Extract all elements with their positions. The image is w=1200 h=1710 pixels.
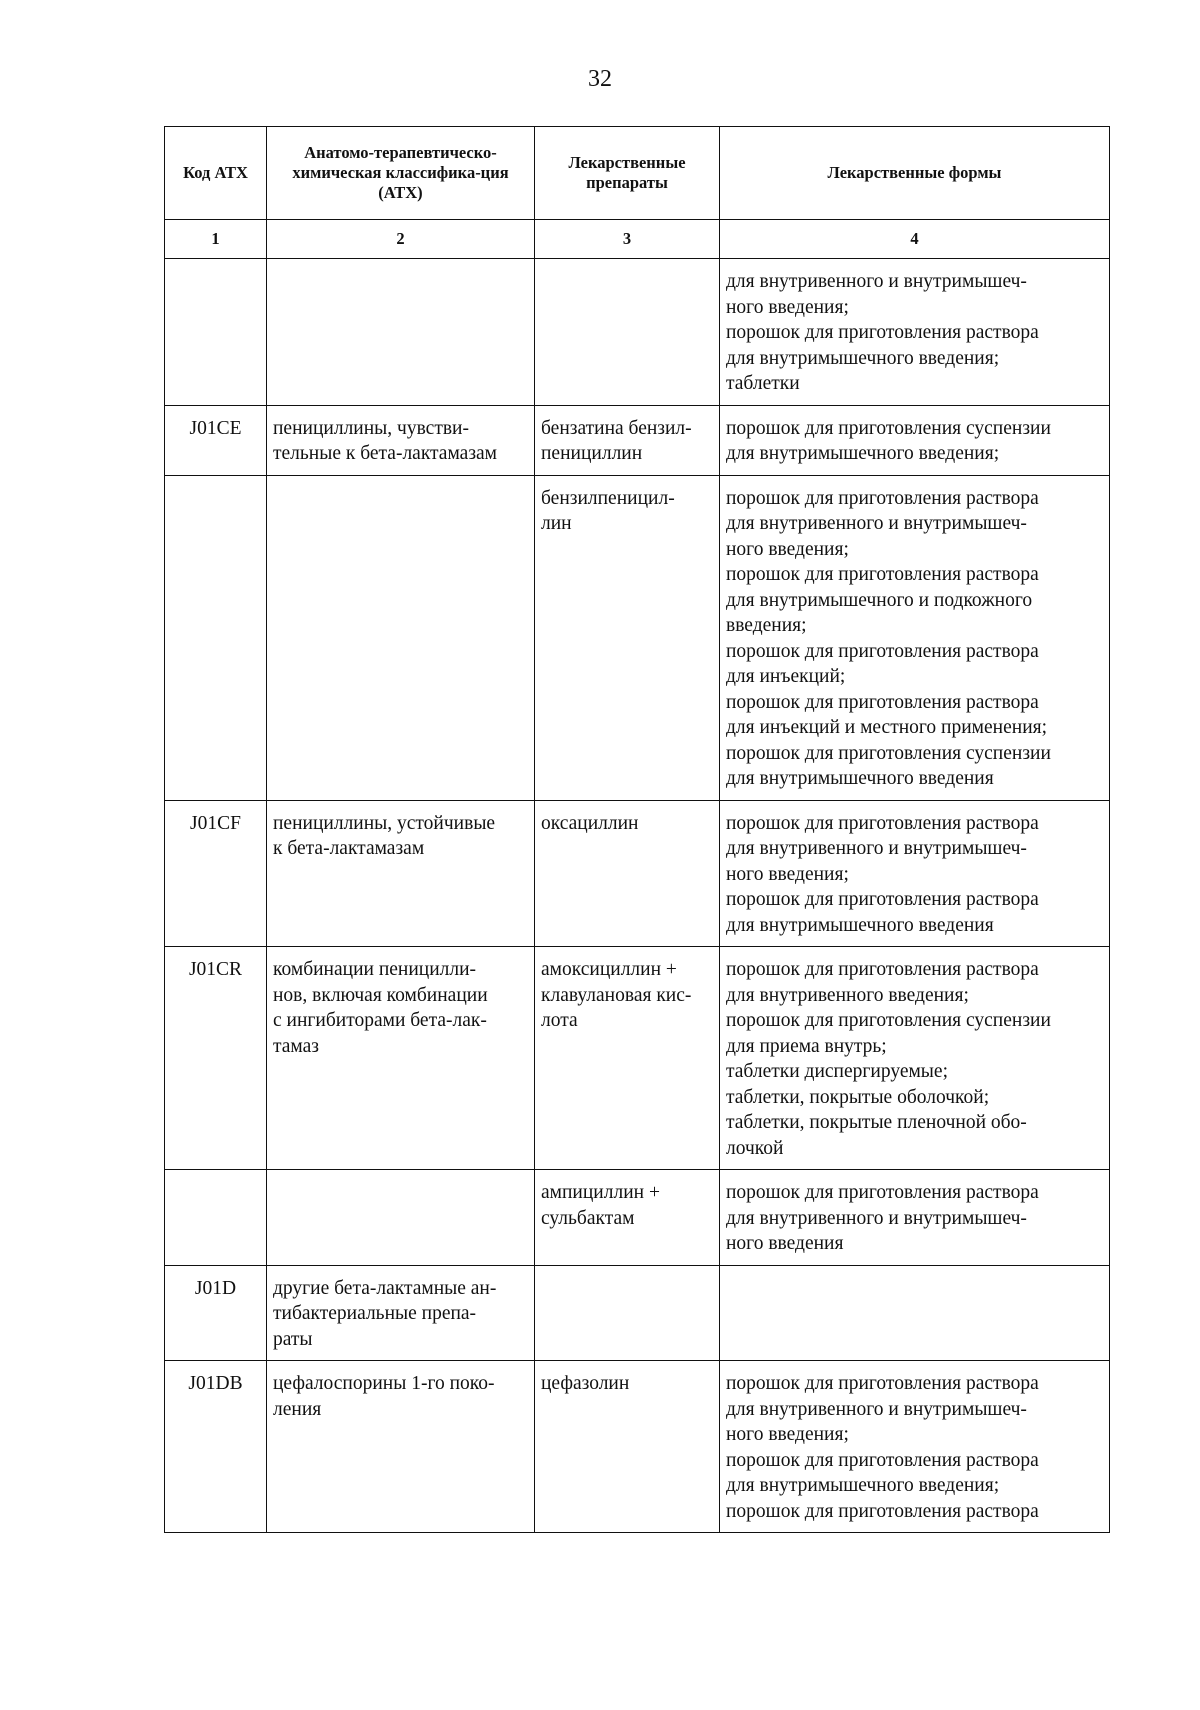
- dosage-forms-cell: [720, 800, 1110, 947]
- atx-code-cell: J01CF: [165, 800, 267, 947]
- drug-name-cell: [535, 1265, 720, 1361]
- cell-text-line: порошок для приготовления раствора: [726, 1373, 1039, 1394]
- cell-text-line: тибактериальные препа-: [273, 1303, 477, 1324]
- cell-text-line: для внутримышечного и подкожного: [726, 589, 1033, 611]
- cell-text-line: сульбактам: [541, 1207, 635, 1229]
- cell-text-line: цефалоспорины 1-го поко-: [273, 1373, 495, 1394]
- table-row: [165, 405, 1110, 475]
- cell-text-line: нов, включая комбинации: [273, 984, 488, 1006]
- cell-text-line: цефазолин: [541, 1373, 630, 1394]
- atx-classification-cell: [267, 1361, 535, 1533]
- dosage-forms-cell: [720, 475, 1110, 800]
- cell-text-line: для инъекций;: [726, 666, 846, 687]
- column-number-row: [165, 220, 1110, 259]
- column-number: 2: [267, 220, 535, 259]
- cell-text-line: порошок для приготовления раствора: [726, 1182, 1039, 1203]
- dosage-forms-cell: [720, 405, 1110, 475]
- cell-text-line: для инъекций и местного применения;: [726, 717, 1048, 738]
- cell-text-line: к бета-лактамазам: [273, 838, 425, 859]
- cell-text-line: ного введения;: [726, 296, 849, 318]
- cell-text-line: для внутривенного и внутримышеч-: [726, 1398, 1027, 1420]
- table-row: [165, 475, 1110, 800]
- atx-code-cell: J01DB: [165, 1361, 267, 1533]
- atx-classification-cell: [267, 405, 535, 475]
- cell-text-line: для внутривенного и внутримышеч-: [726, 838, 1027, 859]
- cell-text-line: бензатина бензил-: [541, 417, 692, 439]
- drug-name-cell: [535, 259, 720, 406]
- cell-text-line: для внутримышечного введения;: [726, 443, 1000, 464]
- cell-text-line: для внутривенного и внутримышеч-: [726, 1207, 1027, 1229]
- dosage-forms-cell: [720, 259, 1110, 406]
- cell-text-line: для внутривенного и внутримышеч-: [726, 513, 1027, 534]
- atx-code-cell: J01CE: [165, 405, 267, 475]
- cell-text-line: порошок для приготовления раствора: [726, 959, 1039, 980]
- cell-text-line: порошок для приготовления раствора: [726, 1500, 1039, 1522]
- cell-text-line: ампициллин +: [541, 1182, 660, 1203]
- cell-text-line: амоксициллин +: [541, 959, 677, 980]
- cell-text-line: тельные к бета-лактамазам: [273, 443, 498, 464]
- cell-text-line: тамаз: [273, 1035, 319, 1057]
- cell-text-line: для внутривенного и внутримышеч-: [726, 271, 1027, 292]
- cell-text-line: порошок для приготовления суспензии: [726, 1010, 1051, 1031]
- cell-text-line: для внутривенного введения;: [726, 984, 969, 1006]
- atx-classification-cell: [267, 1170, 535, 1266]
- table-row: [165, 800, 1110, 947]
- atx-classification-cell: [267, 259, 535, 406]
- cell-text-line: другие бета-лактамные ан-: [273, 1277, 497, 1299]
- cell-text-line: комбинации пеницилли-: [273, 959, 477, 980]
- column-number: 3: [535, 220, 720, 259]
- cell-text-line: порошок для приготовления раствора: [726, 322, 1039, 343]
- cell-text-line: порошок для приготовления раствора: [726, 691, 1039, 713]
- page-number: 32: [588, 66, 612, 92]
- dosage-forms-cell: [720, 1361, 1110, 1533]
- cell-text-line: ного введения;: [726, 863, 849, 885]
- dosage-forms-cell: [720, 1170, 1110, 1266]
- cell-text-line: введения;: [726, 615, 807, 636]
- dosage-forms-cell: [720, 1265, 1110, 1361]
- cell-text-line: ного введения;: [726, 538, 849, 560]
- cell-text-line: для приема внутрь;: [726, 1035, 887, 1057]
- cell-text-line: таблетки диспергируемые;: [726, 1061, 948, 1082]
- cell-text-line: порошок для приготовления раствора: [726, 812, 1039, 834]
- table-row: [165, 259, 1110, 406]
- cell-text-line: лин: [541, 513, 572, 534]
- cell-text-line: лочкой: [726, 1137, 784, 1159]
- cell-text-line: порошок для приготовления раствора: [726, 487, 1039, 509]
- cell-text-line: лота: [541, 1010, 578, 1031]
- atx-code-cell: J01CR: [165, 947, 267, 1170]
- drug-name-cell: [535, 1170, 720, 1266]
- cell-text-line: клавулановая кис-: [541, 984, 692, 1006]
- drug-name-cell: [535, 475, 720, 800]
- header-dosage-forms: Лекарственные формы: [720, 127, 1110, 220]
- atx-code-cell: [165, 259, 267, 406]
- cell-text-line: оксациллин: [541, 812, 639, 834]
- cell-text-line: порошок для приготовления раствора: [726, 889, 1039, 910]
- cell-text-line: для внутримышечного введения;: [726, 1475, 1000, 1496]
- header-drugs: Лекарственные препараты: [535, 127, 720, 220]
- atx-classification-cell: [267, 800, 535, 947]
- atx-table: [164, 126, 1110, 1533]
- cell-text-line: пенициллины, чувстви-: [273, 417, 469, 439]
- table-row: [165, 1361, 1110, 1533]
- cell-text-line: ного введения;: [726, 1424, 849, 1445]
- cell-text-line: для внутримышечного введения: [726, 914, 994, 936]
- cell-text-line: порошок для приготовления раствора: [726, 640, 1039, 662]
- column-number: 4: [720, 220, 1110, 259]
- cell-text-line: ления: [273, 1398, 322, 1420]
- drug-name-cell: [535, 1361, 720, 1533]
- atx-code-cell: [165, 475, 267, 800]
- drug-name-cell: [535, 405, 720, 475]
- cell-text-line: для внутримышечного введения: [726, 768, 994, 789]
- cell-text-line: с ингибиторами бета-лак-: [273, 1010, 487, 1031]
- table-body: [165, 259, 1110, 1533]
- table-row: [165, 1265, 1110, 1361]
- atx-code-cell: [165, 1170, 267, 1266]
- drug-name-cell: [535, 800, 720, 947]
- cell-text-line: ного введения: [726, 1233, 844, 1254]
- cell-text-line: порошок для приготовления раствора: [726, 564, 1039, 585]
- cell-text-line: пенициллины, устойчивые: [273, 812, 496, 834]
- cell-text-line: пенициллин: [541, 443, 643, 464]
- header-atx-code: Код АТХ: [165, 127, 267, 220]
- dosage-forms-cell: [720, 947, 1110, 1170]
- table-row: [165, 1170, 1110, 1266]
- cell-text-line: раты: [273, 1328, 313, 1350]
- atx-classification-cell: [267, 475, 535, 800]
- cell-text-line: таблетки: [726, 373, 800, 394]
- cell-text-line: таблетки, покрытые оболочкой;: [726, 1086, 990, 1108]
- column-number: 1: [165, 220, 267, 259]
- atx-classification-cell: [267, 947, 535, 1170]
- cell-text-line: порошок для приготовления суспензии: [726, 417, 1051, 439]
- cell-text-line: бензилпеницил-: [541, 487, 675, 509]
- table-header-row: [165, 127, 1110, 220]
- cell-text-line: для внутримышечного введения;: [726, 347, 1000, 369]
- atx-classification-cell: [267, 1265, 535, 1361]
- cell-text-line: порошок для приготовления суспензии: [726, 742, 1051, 764]
- cell-text-line: таблетки, покрытые пленочной обо-: [726, 1112, 1027, 1133]
- table-row: [165, 947, 1110, 1170]
- atx-code-cell: J01D: [165, 1265, 267, 1361]
- cell-text-line: порошок для приготовления раствора: [726, 1449, 1039, 1471]
- drug-name-cell: [535, 947, 720, 1170]
- header-atx-classification: Анатомо-терапевтическо-химическая классифика-ция (АТХ): [267, 127, 535, 220]
